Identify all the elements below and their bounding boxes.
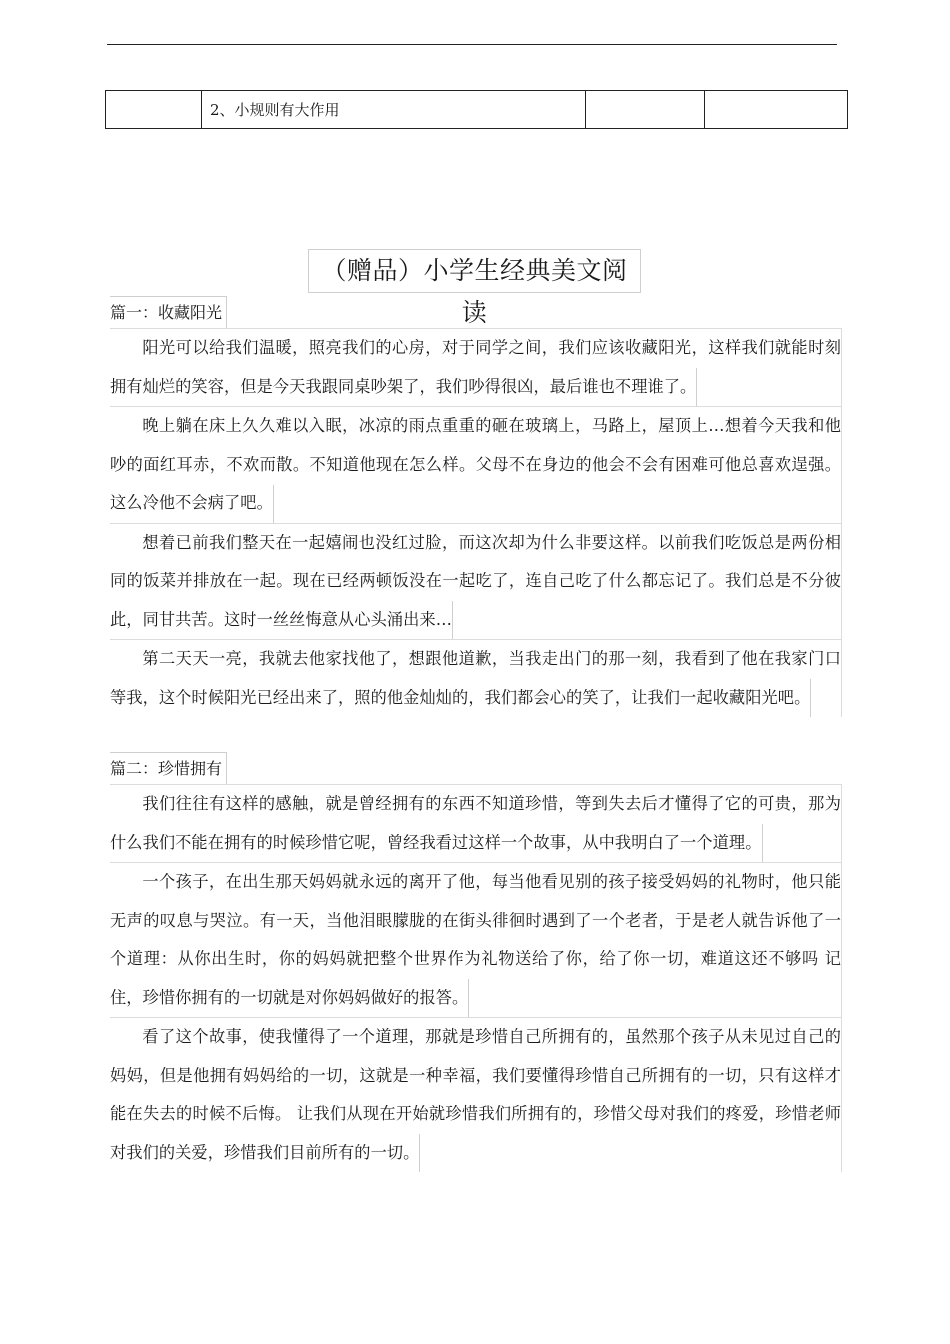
table-cell <box>586 91 705 129</box>
article-paragraph: 看了这个故事，使我懂得了一个道理，那就是珍惜自己所拥有的，虽然那个孩子从未见过自己的妈妈，但是他拥有妈妈给的一切，这就是一种幸福，我们要懂得珍惜自己所拥有的一切，只有这样才能在失去的时候不后悔。 让我们从现在开始就珍惜我们所拥有的，珍惜父母对我们的疼爱，珍惜老师对我们的关爱，珍惜我们目前所有的一切。 <box>110 1017 842 1172</box>
document-title: （赠品）小学生经典美文阅读 <box>308 249 641 293</box>
table-row <box>106 91 848 129</box>
lesson-table <box>105 90 848 129</box>
table-cell <box>705 91 848 129</box>
table-cell: 2、小规则有大作用 <box>202 91 586 129</box>
article-heading: 篇二：珍惜拥有 <box>110 752 227 784</box>
article-shouchang-yangguang <box>110 296 842 717</box>
article-paragraph: 我们往往有这样的感触，就是曾经拥有的东西不知道珍惜，等到失去后才懂得了它的可贵，那为什么我们不能在拥有的时候珍惜它呢，曾经我看过这样一个故事，从中我明白了一个道理。 <box>110 784 842 862</box>
article-paragraph: 第二天天一亮，我就去他家找他了，想跟他道歉，当我走出门的那一刻，我看到了他在我家门口等我，这个时候阳光已经出来了，照的他金灿灿的，我们都会心的笑了，让我们一起收藏阳光吧。 <box>110 639 842 717</box>
article-paragraph: 晚上躺在床上久久难以入眠，冰凉的雨点重重的砸在玻璃上，马路上，屋顶上…想着今天我和他吵的面红耳赤，不欢而散。不知道他现在怎么样。父母不在身边的他会不会有困难可他总喜欢逞强。这么冷他不会病了吧。 <box>110 406 842 523</box>
table-cell <box>106 91 202 129</box>
header-rule <box>107 44 837 45</box>
article-heading: 篇一：收藏阳光 <box>110 296 227 328</box>
article-paragraph: 一个孩子，在出生那天妈妈就永远的离开了他，每当他看见别的孩子接受妈妈的礼物时，他只能无声的叹息与哭泣。有一天，当他泪眼朦胧的在街头徘徊时遇到了一个老者，于是老人就告诉他了一个道理：从你出生时，你的妈妈就把整个世界作为礼物送给了你，给了你一切，难道这还不够吗 记住，珍惜你拥有的一切就是对你妈妈做好的报答。 <box>110 862 842 1017</box>
article-zhenxi-yongyou <box>110 752 842 1172</box>
article-paragraph: 想着已前我们整天在一起嬉闹也没红过脸，而这次却为什么非要这样。以前我们吃饭总是两份相同的饭菜并排放在一起。现在已经两顿饭没在一起吃了，连自己吃了什么都忘记了。我们总是不分彼此，同甘共苦。这时一丝丝悔意从心头涌出来… <box>110 523 842 640</box>
article-paragraph: 阳光可以给我们温暖，照亮我们的心房，对于同学之间，我们应该收藏阳光，这样我们就能时刻拥有灿烂的笑容，但是今天我跟同桌吵架了，我们吵得很凶，最后谁也不理谁了。 <box>110 328 842 406</box>
